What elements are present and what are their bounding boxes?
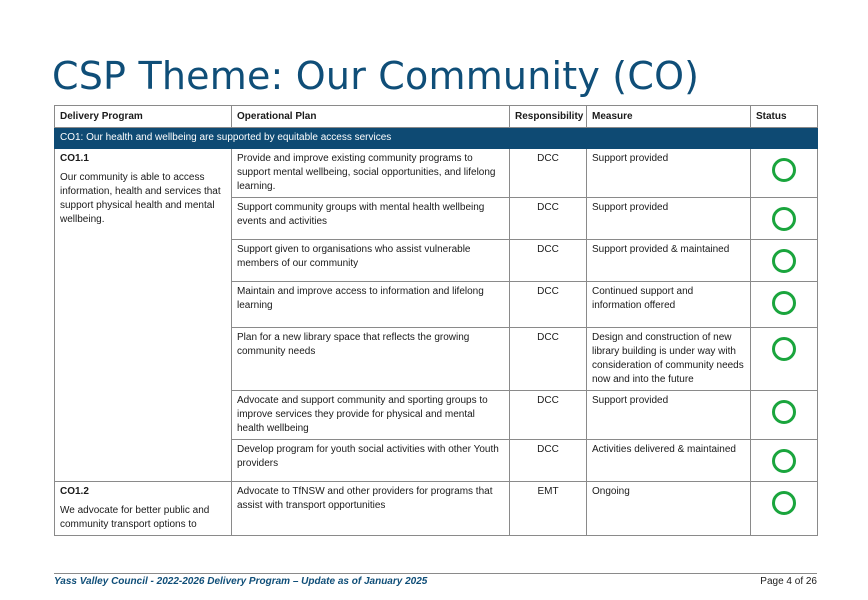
on-track-icon [772,449,796,473]
responsibility-cell: DCC [510,440,587,482]
section-row [55,128,818,149]
measure-cell: Support provided [587,391,751,440]
header-measure: Measure [587,106,751,128]
status-cell [751,440,818,482]
responsibility-cell: EMT [510,482,587,536]
responsibility-cell: DCC [510,282,587,328]
table-row [55,149,818,198]
on-track-icon [772,158,796,182]
footer-divider [54,573,817,574]
page-title: CSP Theme: Our Community (CO) [52,54,700,98]
footer-document-title: Yass Valley Council - 2022-2026 Delivery Program – Update as of January 2025 [54,576,428,587]
delivery-program-description: We advocate for better public and community transport options to [60,505,210,530]
header-responsibility: Responsibility [510,106,587,128]
operational-plan-cell: Support given to organisations who assist vulnerable members of our community [232,240,510,282]
operational-plan-cell: Provide and improve existing community programs to support mental wellbeing, social opportunities, and lifelong learning. [232,149,510,198]
delivery-program-cell [55,482,232,536]
delivery-program-code: CO1.2 [60,486,89,497]
operational-plan-cell: Develop program for youth social activities with other Youth providers [232,440,510,482]
delivery-program-cell [55,149,232,482]
measure-cell: Activities delivered & maintained [587,440,751,482]
status-cell [751,240,818,282]
responsibility-cell: DCC [510,240,587,282]
responsibility-cell: DCC [510,149,587,198]
responsibility-cell: DCC [510,198,587,240]
on-track-icon [772,207,796,231]
on-track-icon [772,491,796,515]
section-label: CO1: Our health and wellbeing are supported by equitable access services [55,128,818,149]
measure-cell: Support provided [587,198,751,240]
on-track-icon [772,291,796,315]
operational-plan-cell: Maintain and improve access to information and lifelong learning [232,282,510,328]
delivery-program-table [54,105,818,536]
delivery-program-code: CO1.1 [60,153,89,164]
status-cell [751,391,818,440]
operational-plan-cell: Advocate to TfNSW and other providers for programs that assist with transport opportunities [232,482,510,536]
footer-page-number: Page 4 of 26 [760,576,817,587]
responsibility-cell: DCC [510,391,587,440]
measure-cell: Continued support and information offered [587,282,751,328]
status-cell [751,328,818,391]
status-cell [751,198,818,240]
on-track-icon [772,337,796,361]
measure-cell: Design and construction of new library building is under way with consideration of community needs now and into the future [587,328,751,391]
on-track-icon [772,400,796,424]
measure-cell: Support provided [587,149,751,198]
header-delivery-program: Delivery Program [55,106,232,128]
header-status: Status [751,106,818,128]
operational-plan-cell: Plan for a new library space that reflects the growing community needs [232,328,510,391]
delivery-program-description: Our community is able to access information, health and services that support physical health and mental wellbeing. [60,172,221,225]
header-operational-plan: Operational Plan [232,106,510,128]
table-header-row [55,106,818,128]
status-cell [751,282,818,328]
measure-cell: Support provided & maintained [587,240,751,282]
responsibility-cell: DCC [510,328,587,391]
operational-plan-cell: Support community groups with mental health wellbeing events and activities [232,198,510,240]
status-cell [751,482,818,536]
table-row [55,482,818,536]
measure-cell: Ongoing [587,482,751,536]
status-cell [751,149,818,198]
on-track-icon [772,249,796,273]
operational-plan-cell: Advocate and support community and sporting groups to improve services they provide for physical and mental health wellbeing [232,391,510,440]
